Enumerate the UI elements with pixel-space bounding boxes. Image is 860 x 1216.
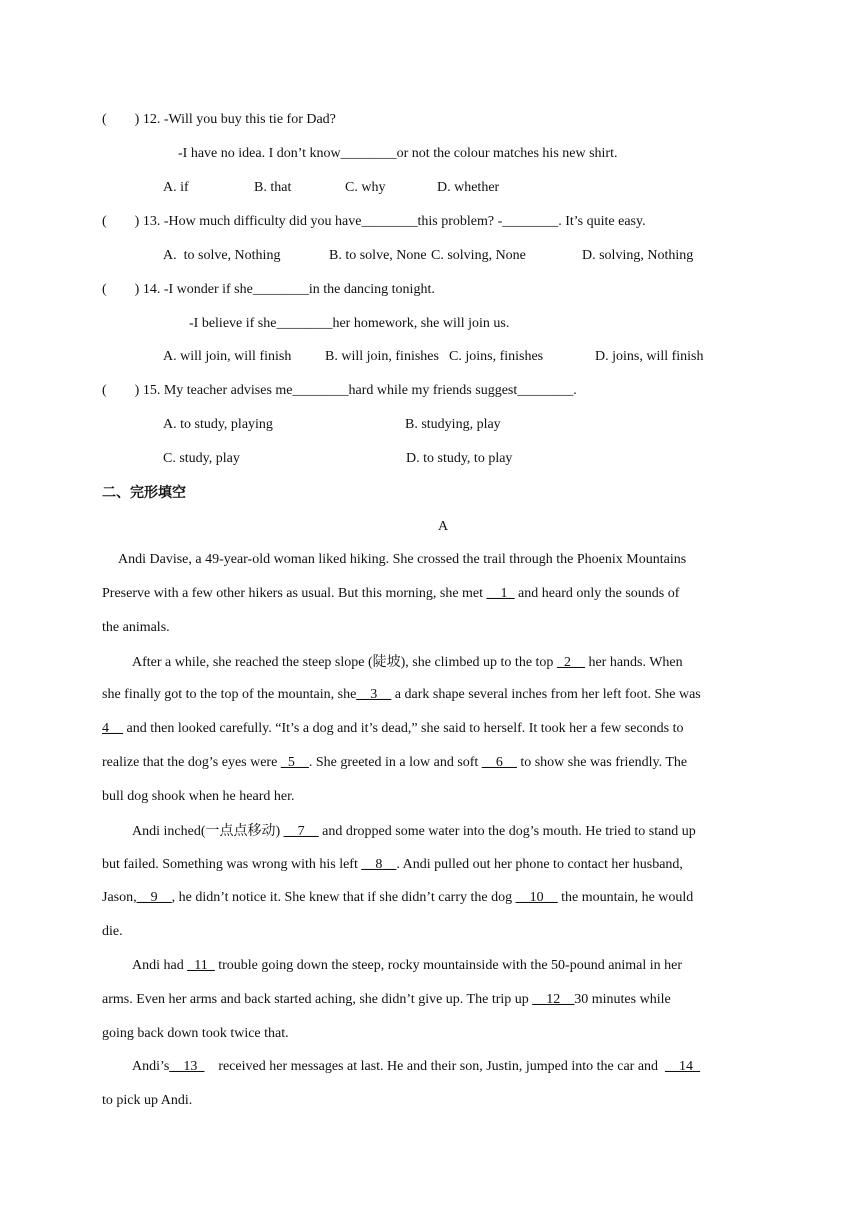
question-13-option-b: B. to solve, None xyxy=(329,248,427,263)
p3-line4: die. xyxy=(102,924,123,939)
blank-4: 4__ xyxy=(102,721,123,736)
blank-7: __7__ xyxy=(283,824,319,839)
section-heading: 二、完形填空 xyxy=(102,485,186,501)
blank-1: __1_ xyxy=(486,586,515,601)
p2-line2: she finally got to the top of the mountain, she__3__ a dark shape several inches from her left foot. She was xyxy=(102,687,701,702)
question-14-option-d: D. joins, will finish xyxy=(595,349,704,364)
question-12-option-c: C. why xyxy=(345,180,386,195)
blank-3: __3__ xyxy=(356,687,392,702)
question-14-line2: -I believe if she________her homework, she will join us. xyxy=(189,316,510,331)
question-14-stem: ( ) 14. -I wonder if she________in the dancing tonight. xyxy=(102,282,435,297)
question-12-option-a: A. if xyxy=(163,180,189,195)
p2-line5: bull dog shook when he heard her. xyxy=(102,789,295,804)
question-12-option-d: D. whether xyxy=(437,180,500,195)
p3-line1: Andi inched(一点点移动) __7__ and dropped some water into the dog’s mouth. He tried to stand up xyxy=(132,823,696,839)
p4-line3: going back down took twice that. xyxy=(102,1026,289,1041)
p3-line3: Jason,__9__, he didn’t notice it. She knew that if she didn’t carry the dog __10__ the mountain, he would xyxy=(102,890,694,905)
blank-13: __13_ xyxy=(169,1059,205,1074)
question-13-option-d: D. solving, Nothing xyxy=(582,248,694,263)
p1-line1: Andi Davise, a 49-year-old woman liked hiking. She crossed the trail through the Phoenix Mountains xyxy=(118,552,687,567)
blank-14: __14_ xyxy=(665,1059,701,1074)
p4-line1: Andi had _11_ trouble going down the steep, rocky mountainside with the 50-pound animal in her xyxy=(132,958,683,973)
question-14-option-c: C. joins, finishes xyxy=(449,349,544,364)
blank-6: __6__ xyxy=(481,755,517,770)
blank-11: _11_ xyxy=(187,958,215,973)
question-15-option-a: A. to study, playing xyxy=(163,417,273,432)
blank-9: __9__ xyxy=(136,890,172,905)
blank-8: __8__ xyxy=(361,857,397,872)
p4-line2: arms. Even her arms and back started aching, she didn’t give up. The trip up __12__30 minutes while xyxy=(102,992,671,1007)
blank-10: __10__ xyxy=(515,890,558,905)
question-15-option-d: D. to study, to play xyxy=(406,451,513,466)
p3-line2: but failed. Something was wrong with his left __8__. Andi pulled out her phone to contact her husband, xyxy=(102,857,683,872)
question-12-stem: ( ) 12. -Will you buy this tie for Dad? xyxy=(102,112,336,127)
question-14-option-b: B. will join, finishes xyxy=(325,349,439,364)
question-15-option-b: B. studying, play xyxy=(405,417,501,432)
question-12-option-b: B. that xyxy=(254,180,292,195)
question-15-stem: ( ) 15. My teacher advises me________hard while my friends suggest________. xyxy=(102,383,577,398)
p1-line2: Preserve with a few other hikers as usual. But this morning, she met __1_ and heard only the sounds of xyxy=(102,586,680,601)
p2-line3: 4__ and then looked carefully. “It’s a dog and it’s dead,” she said to herself. It took her a few seconds to xyxy=(102,721,684,736)
question-13-option-c: C. solving, None xyxy=(431,248,526,263)
p2-line4: realize that the dog’s eyes were _5__. She greeted in a low and soft __6__ to show she was friendly. The xyxy=(102,755,688,770)
question-13-option-a: A. to solve, Nothing xyxy=(163,248,281,263)
blank-5: _5__ xyxy=(280,755,309,770)
blank-2: _2__ xyxy=(556,655,585,670)
question-14-option-a: A. will join, will finish xyxy=(163,349,292,364)
p5-line2: to pick up Andi. xyxy=(102,1093,193,1108)
p2-line1: After a while, she reached the steep slope (陡坡), she climbed up to the top _2__ her hands. When xyxy=(132,654,683,670)
question-12-line2: -I have no idea. I don’t know________or not the colour matches his new shirt. xyxy=(178,146,618,161)
p5-line1: Andi’s__13_ received her messages at last. He and their son, Justin, jumped into the car and __14_ xyxy=(132,1059,701,1074)
blank-12: __12__ xyxy=(532,992,575,1007)
question-13-stem: ( ) 13. -How much difficulty did you have________this problem? -________. It’s quite easy. xyxy=(102,214,646,229)
question-15-option-c: C. study, play xyxy=(163,451,240,466)
p1-line3: the animals. xyxy=(102,620,170,635)
passage-title: A xyxy=(438,519,449,534)
